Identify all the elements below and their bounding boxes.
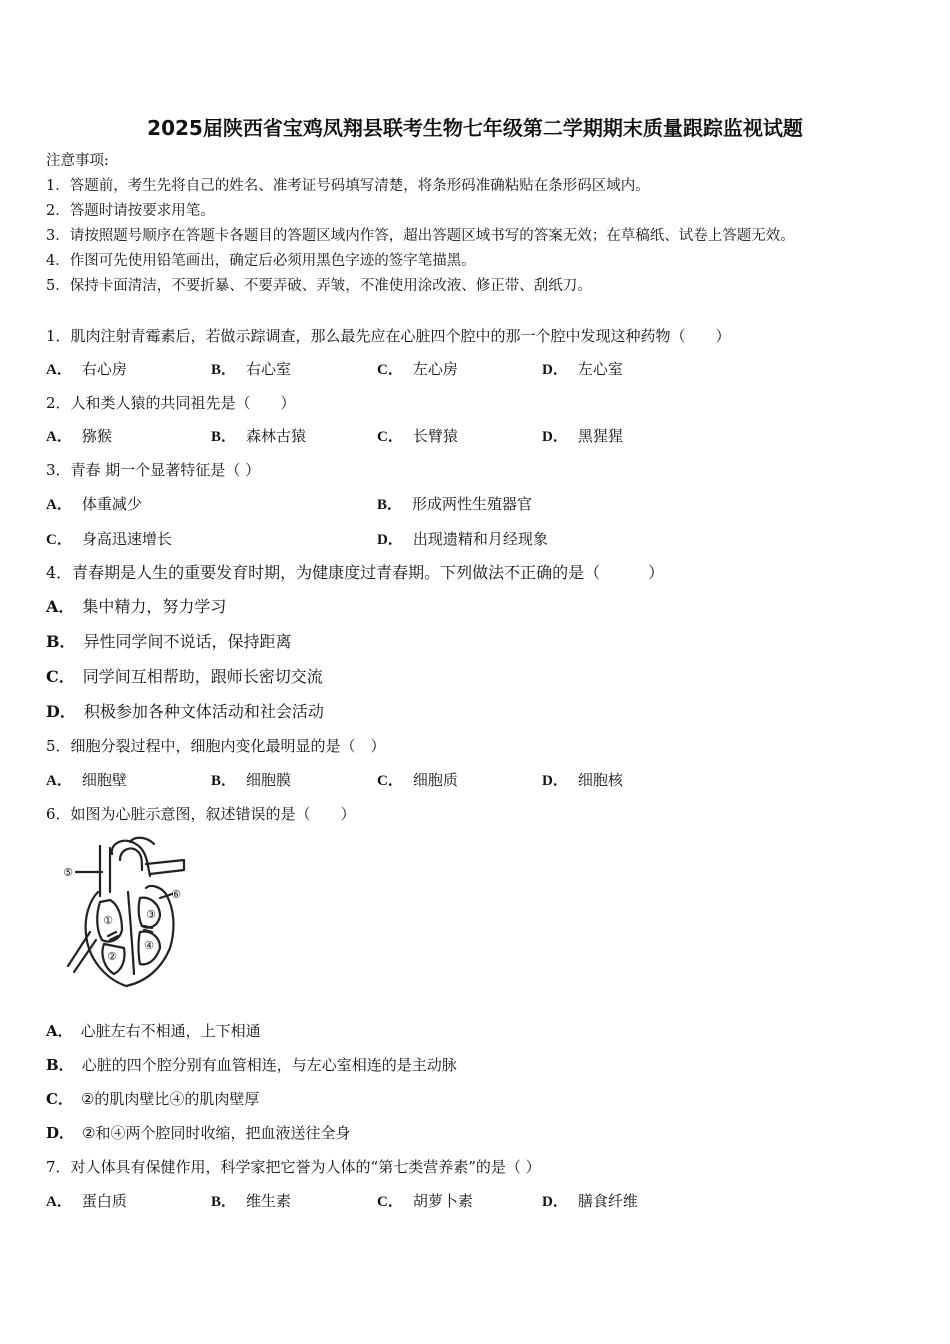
option-text: 体重减少 [81, 495, 142, 513]
option-d [542, 359, 623, 380]
option-text: 右心房 [81, 360, 127, 378]
label-4: ④ [144, 939, 154, 952]
option-text: 维生素 [246, 1192, 292, 1210]
option-letter: C． [377, 1194, 403, 1210]
option-text: 同学间互相帮助，跟师长密切交流 [82, 667, 323, 686]
option-text: 身高迅速增长 [81, 530, 172, 548]
option-c [377, 426, 458, 447]
option-a [46, 1021, 261, 1041]
notice-item: 2．答题时请按要求用笔。 [46, 203, 215, 219]
exam-title: 2025届陕西省宝鸡凤翔县联考生物七年级第二学期期末质量跟踪监视试题 [147, 116, 803, 140]
notice-item: 5．保持卡面清洁，不要折暴、不要弄破、弄皱，不准使用涂改液、修正带、刮纸刀。 [46, 278, 592, 294]
option-c [377, 359, 458, 380]
option-a [46, 494, 142, 515]
option-text: 积极参加各种文体活动和社会活动 [83, 702, 324, 721]
option-letter: B． [211, 1194, 237, 1210]
option-text: 蛋白质 [81, 1192, 127, 1210]
option-letter: B． [46, 632, 76, 651]
option-letter: B． [211, 429, 237, 445]
option-letter: C． [46, 532, 72, 548]
option-text: 心脏左右不相通，上下相通 [80, 1022, 261, 1040]
option-text: 细胞核 [577, 771, 623, 789]
question-stem: 2．人和类人猿的共同祖先是（ ） [46, 394, 296, 412]
option-letter: C． [46, 667, 75, 686]
option-text: 膳食纤维 [577, 1192, 638, 1210]
option-b [211, 1191, 291, 1212]
question-stem: 1．肌肉注射青霉素后，若做示踪调查，那么最先应在心脏四个腔中的那一个腔中发现这种药物（ ） [46, 327, 731, 345]
option-letter: A． [46, 773, 72, 789]
option-letter: A． [46, 429, 72, 445]
option-c [46, 667, 323, 687]
label-3: ③ [146, 908, 156, 921]
option-text: 黑猩猩 [577, 427, 623, 445]
notice-item: 1．答题前，考生先将自己的姓名、准考证号码填写清楚，将条形码准确粘贴在条形码区域内。 [46, 178, 650, 194]
option-c [46, 1089, 259, 1109]
question-stem: 4．青春期是人生的重要发育时期，为健康度过青春期。下列做法不正确的是（ ） [46, 563, 665, 582]
option-letter: C． [377, 429, 403, 445]
option-c [46, 529, 172, 550]
option-letter: D． [542, 429, 568, 445]
option-letter: A． [46, 497, 72, 513]
option-d [46, 702, 324, 722]
option-letter: D． [377, 532, 403, 548]
option-letter: C． [46, 1090, 73, 1108]
label-1: ① [103, 914, 113, 927]
option-letter: D． [542, 773, 568, 789]
option-a [46, 426, 112, 447]
option-c [377, 1191, 473, 1212]
option-letter: B． [211, 773, 237, 789]
option-text: 长臂猿 [412, 427, 458, 445]
option-d [377, 529, 548, 550]
option-text: ②的肌肉壁比④的肌肉壁厚 [80, 1090, 260, 1108]
option-d [542, 426, 623, 447]
option-b [377, 494, 532, 515]
option-text: 出现遗精和月经现象 [412, 530, 548, 548]
option-d [542, 770, 623, 791]
option-text: ②和④两个腔同时收缩，把血液送往全身 [82, 1124, 351, 1142]
option-letter: D． [46, 702, 76, 721]
label-5: ⑤ [63, 866, 73, 879]
option-letter: D． [542, 362, 568, 378]
option-b [211, 770, 291, 791]
option-letter: D． [542, 1194, 568, 1210]
question-stem: 6．如图为心脏示意图，叙述错误的是（ ） [46, 805, 356, 823]
option-letter: C． [377, 362, 403, 378]
option-text: 异性同学间不说话，保持距离 [83, 632, 292, 651]
option-b [211, 359, 291, 380]
option-text: 猕猴 [81, 427, 112, 445]
option-letter: A． [46, 1194, 72, 1210]
option-text: 集中精力，努力学习 [82, 597, 227, 616]
question-stem: 5．细胞分裂过程中，细胞内变化最明显的是（ ） [46, 737, 386, 755]
option-a [46, 359, 127, 380]
option-c [377, 770, 458, 791]
option-text: 左心室 [577, 360, 623, 378]
option-letter: A． [46, 597, 75, 616]
option-letter: B． [211, 362, 237, 378]
option-a [46, 770, 127, 791]
question-stem: 7．对人体具有保健作用，科学家把它誉为人体的“第七类营养素”的是（ ） [46, 1158, 541, 1176]
label-2: ② [107, 950, 117, 963]
notice-heading: 注意事项: [46, 153, 109, 169]
option-letter: B． [377, 497, 403, 513]
option-text: 左心房 [412, 360, 458, 378]
option-text: 形成两性生殖器官 [412, 495, 533, 513]
option-letter: A． [46, 1022, 73, 1040]
option-b [211, 426, 306, 447]
option-text: 森林古猿 [246, 427, 307, 445]
option-a [46, 1191, 127, 1212]
option-letter: A． [46, 362, 72, 378]
question-stem: 3．青春 期一个显著特征是（ ） [46, 461, 261, 479]
option-letter: B． [46, 1056, 74, 1074]
option-text: 细胞壁 [81, 771, 127, 789]
notice-item: 4．作图可先使用铅笔画出，确定后必须用黑色字迹的签字笔描黑。 [46, 253, 476, 269]
option-text: 右心室 [246, 360, 292, 378]
option-text: 心脏的四个腔分别有血管相连，与左心室相连的是主动脉 [81, 1056, 457, 1074]
heart-diagram [50, 836, 190, 996]
label-6: ⑥ [171, 888, 181, 901]
option-a [46, 597, 226, 617]
option-text: 细胞膜 [246, 771, 292, 789]
notice-item: 3．请按照题号顺序在答题卡各题目的答题区域内作答，超出答题区域书写的答案无效；在草稿纸、试卷上答题无效。 [46, 228, 795, 244]
option-b [46, 632, 292, 652]
option-text: 胡萝卜素 [412, 1192, 473, 1210]
option-letter: D． [46, 1124, 75, 1142]
option-letter: C． [377, 773, 403, 789]
option-d [542, 1191, 638, 1212]
option-b [46, 1055, 457, 1075]
option-text: 细胞质 [412, 771, 458, 789]
option-d [46, 1123, 350, 1143]
